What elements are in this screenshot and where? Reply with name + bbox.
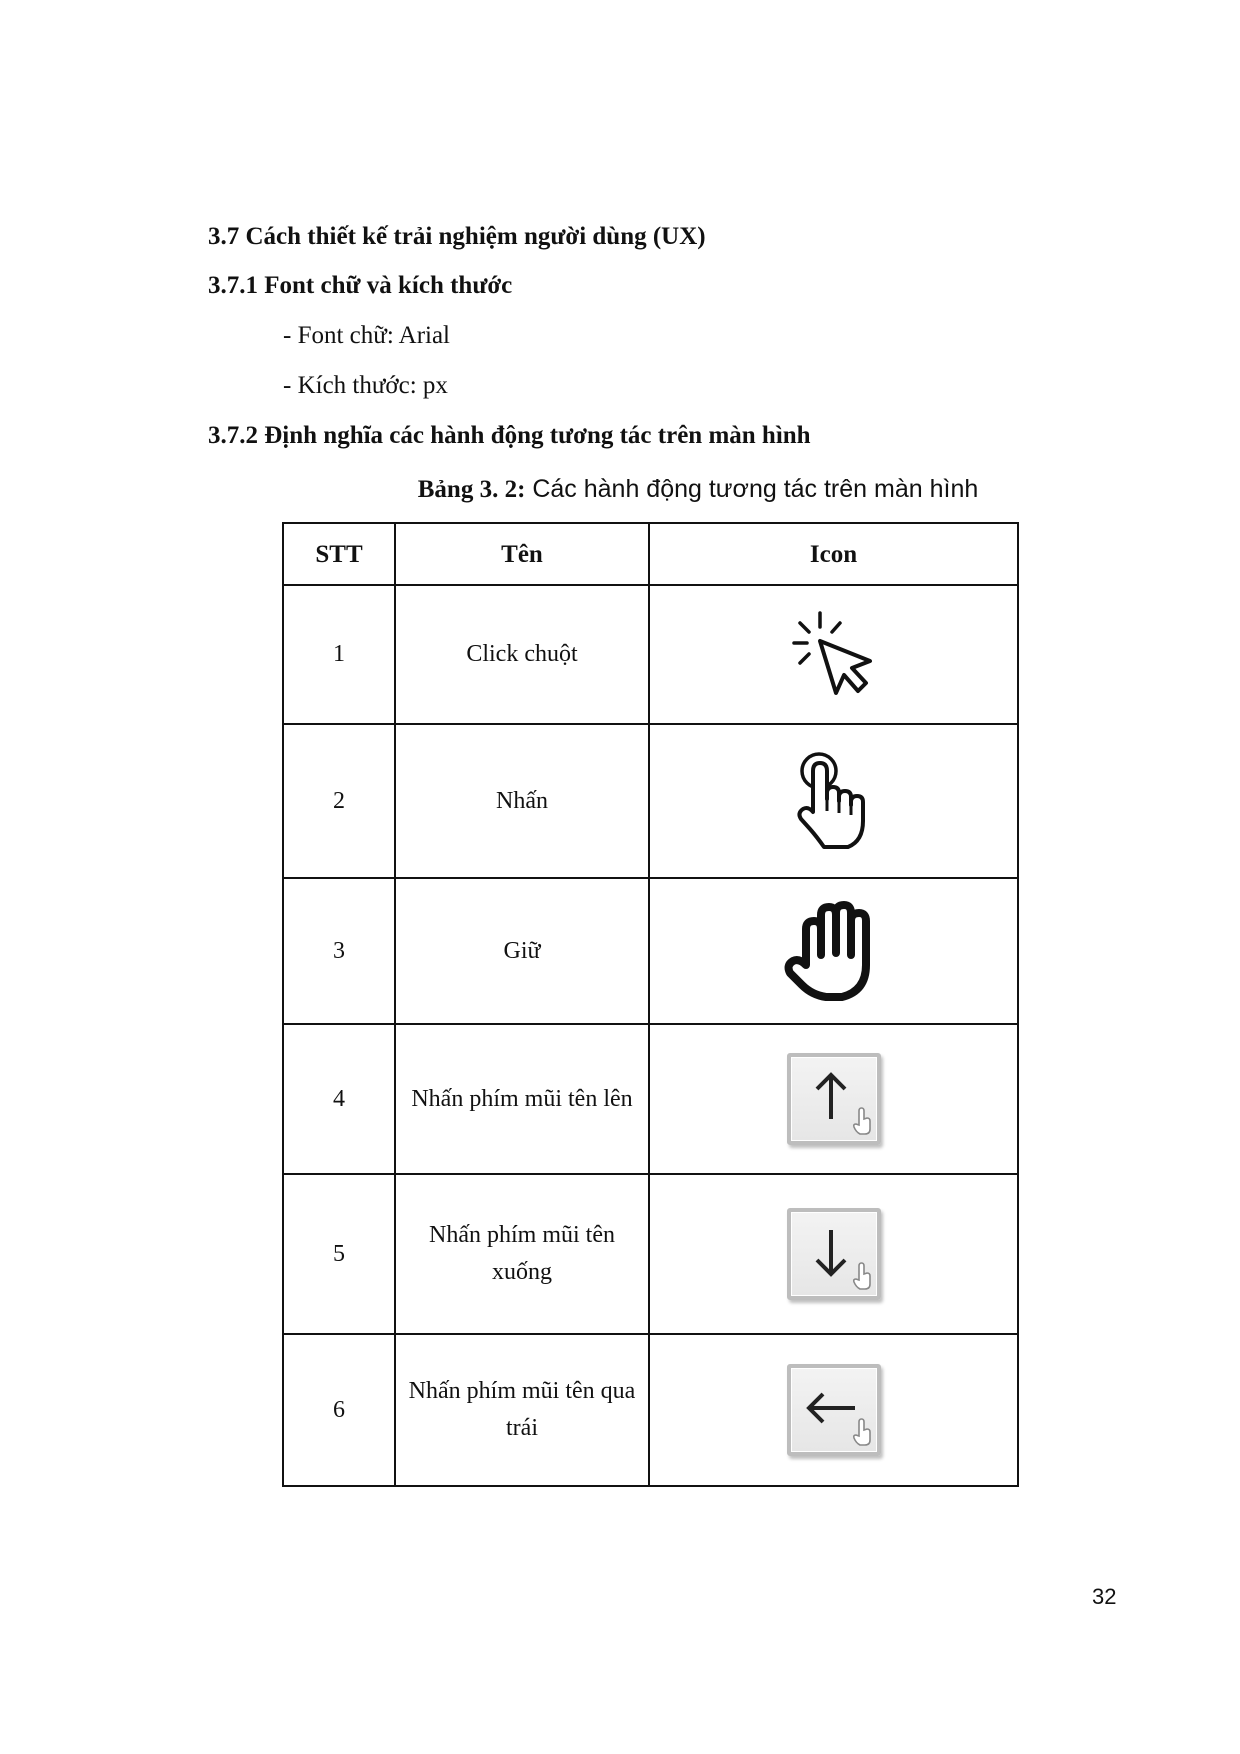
cell-icon — [649, 585, 1018, 724]
subsection-title-font: 3.7.1 Font chữ và kích thước — [208, 272, 513, 299]
header-stt: STT — [283, 523, 395, 585]
table-row — [283, 1024, 1018, 1174]
section-title: 3.7 Cách thiết kế trải nghiệm người dùng (UX) — [208, 223, 706, 250]
cell-stt: 3 — [283, 878, 395, 1024]
actions-table — [282, 522, 1019, 1487]
cell-icon — [649, 1174, 1018, 1334]
hand-grab-icon — [784, 899, 884, 1003]
page-number: 32 — [1092, 1584, 1117, 1609]
cell-name: Giữ — [395, 878, 649, 1024]
arrow-down-key-icon — [787, 1208, 881, 1300]
table-row — [283, 585, 1018, 724]
subsection-title-actions: 3.7.2 Định nghĩa các hành động tương tác trên màn hình — [208, 422, 811, 449]
hand-tap-icon — [794, 749, 874, 853]
cell-stt: 4 — [283, 1024, 395, 1174]
cell-name: Nhấn phím mũi tên qua trái — [395, 1334, 649, 1486]
caption-label: Bảng 3. 2: — [417, 476, 526, 503]
bullet-font: - Font chữ: Arial — [283, 322, 451, 349]
table-row — [283, 724, 1018, 878]
cell-name: Click chuột — [395, 585, 649, 724]
arrow-left-key-icon — [787, 1364, 881, 1456]
table-header-row — [283, 523, 1018, 585]
caption-text: Các hành động tương tác trên màn hình — [525, 475, 979, 503]
table-caption — [0, 474, 1240, 505]
cell-stt: 1 — [283, 585, 395, 724]
cell-name: Nhấn phím mũi tên lên — [395, 1024, 649, 1174]
cell-icon — [649, 1334, 1018, 1486]
cell-icon — [649, 724, 1018, 878]
arrow-up-key-icon — [787, 1053, 881, 1145]
bullet-size: - Kích thước: px — [283, 372, 448, 399]
cell-stt: 5 — [283, 1174, 395, 1334]
cursor-click-icon — [786, 607, 882, 703]
cell-stt: 2 — [283, 724, 395, 878]
cell-icon — [649, 1024, 1018, 1174]
cell-name: Nhấn phím mũi tên xuống — [395, 1174, 649, 1334]
table-row — [283, 878, 1018, 1024]
cell-stt: 6 — [283, 1334, 395, 1486]
cell-name: Nhấn — [395, 724, 649, 878]
header-name: Tên — [395, 523, 649, 585]
table-row — [283, 1174, 1018, 1334]
table-row — [283, 1334, 1018, 1486]
cell-icon — [649, 878, 1018, 1024]
header-icon: Icon — [649, 523, 1018, 585]
